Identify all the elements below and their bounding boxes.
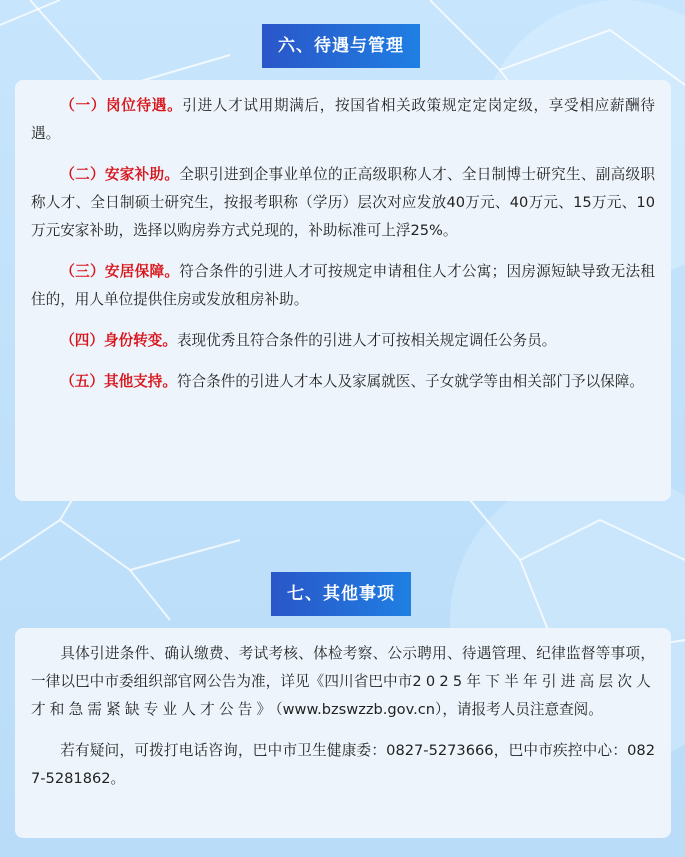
- section-6-title: 六、待遇与管理: [262, 24, 420, 68]
- notice-text-part1: 具体引进条件、确认缴费、考试考核、体检考察、公示聘用、待遇管理、纪律监督等事项，一律以巴中市委组织部官网公告为准，详见《四川省巴中市: [31, 645, 655, 690]
- item-5-lead: （五）其他支持。: [60, 373, 177, 390]
- item-4-lead: （四）身份转变。: [60, 332, 177, 349]
- section-7-card: [15, 628, 671, 838]
- item-5-text: 符合条件的引进人才本人及家属就医、子女就学等由相关部门予以保障。: [176, 373, 644, 390]
- item-2-paragraph: [31, 161, 655, 245]
- item-5-paragraph: [31, 368, 655, 396]
- item-3-lead: （三）安居保障。: [60, 263, 180, 280]
- item-1-lead: （一）岗位待遇。: [60, 97, 183, 114]
- item-1-text: 引进人才试用期满后，按国省相关政策规定定岗定级，享受相应薪酬待遇。: [31, 97, 655, 142]
- item-3-paragraph: [31, 258, 655, 314]
- item-4-paragraph: [31, 327, 655, 355]
- item-2-text: 全职引进到企事业单位的正高级职称人才、全日制博士研究生、副高级职称人才、全日制硕士研究生，按报考职称（学历）层次对应发放40万元、40万元、15万元、10万元安家补助，选择以购房券方式兑现的，补助标准可上浮25%。: [31, 166, 655, 239]
- section-6-card: [15, 80, 671, 501]
- item-3-text: 符合条件的引进人才可按规定申请租住人才公寓；因房源短缺导致无法租住的，用人单位提供住房或发放租房补助。: [31, 263, 655, 308]
- notice-paragraph: [31, 640, 655, 724]
- notice-website-link: （www.bzswzzb.gov.cn），请报考人员注意查阅。: [275, 701, 603, 718]
- contact-paragraph: 若有疑问，可拨打电话咨询，巴中市卫生健康委：0827-5273666，巴中市疾控中心：0827-5281862。: [31, 742, 655, 787]
- section-7-title: 七、其他事项: [271, 572, 411, 616]
- item-4-text: 表现优秀且符合条件的引进人才可按相关规定调任公务员。: [176, 332, 557, 349]
- notice-announcement-title: 2025年下半年引进高层次人才和急需紧缺专业人才公告》: [31, 673, 655, 718]
- item-1-paragraph: [31, 92, 655, 148]
- item-2-lead: （二）安家补助。: [60, 166, 180, 183]
